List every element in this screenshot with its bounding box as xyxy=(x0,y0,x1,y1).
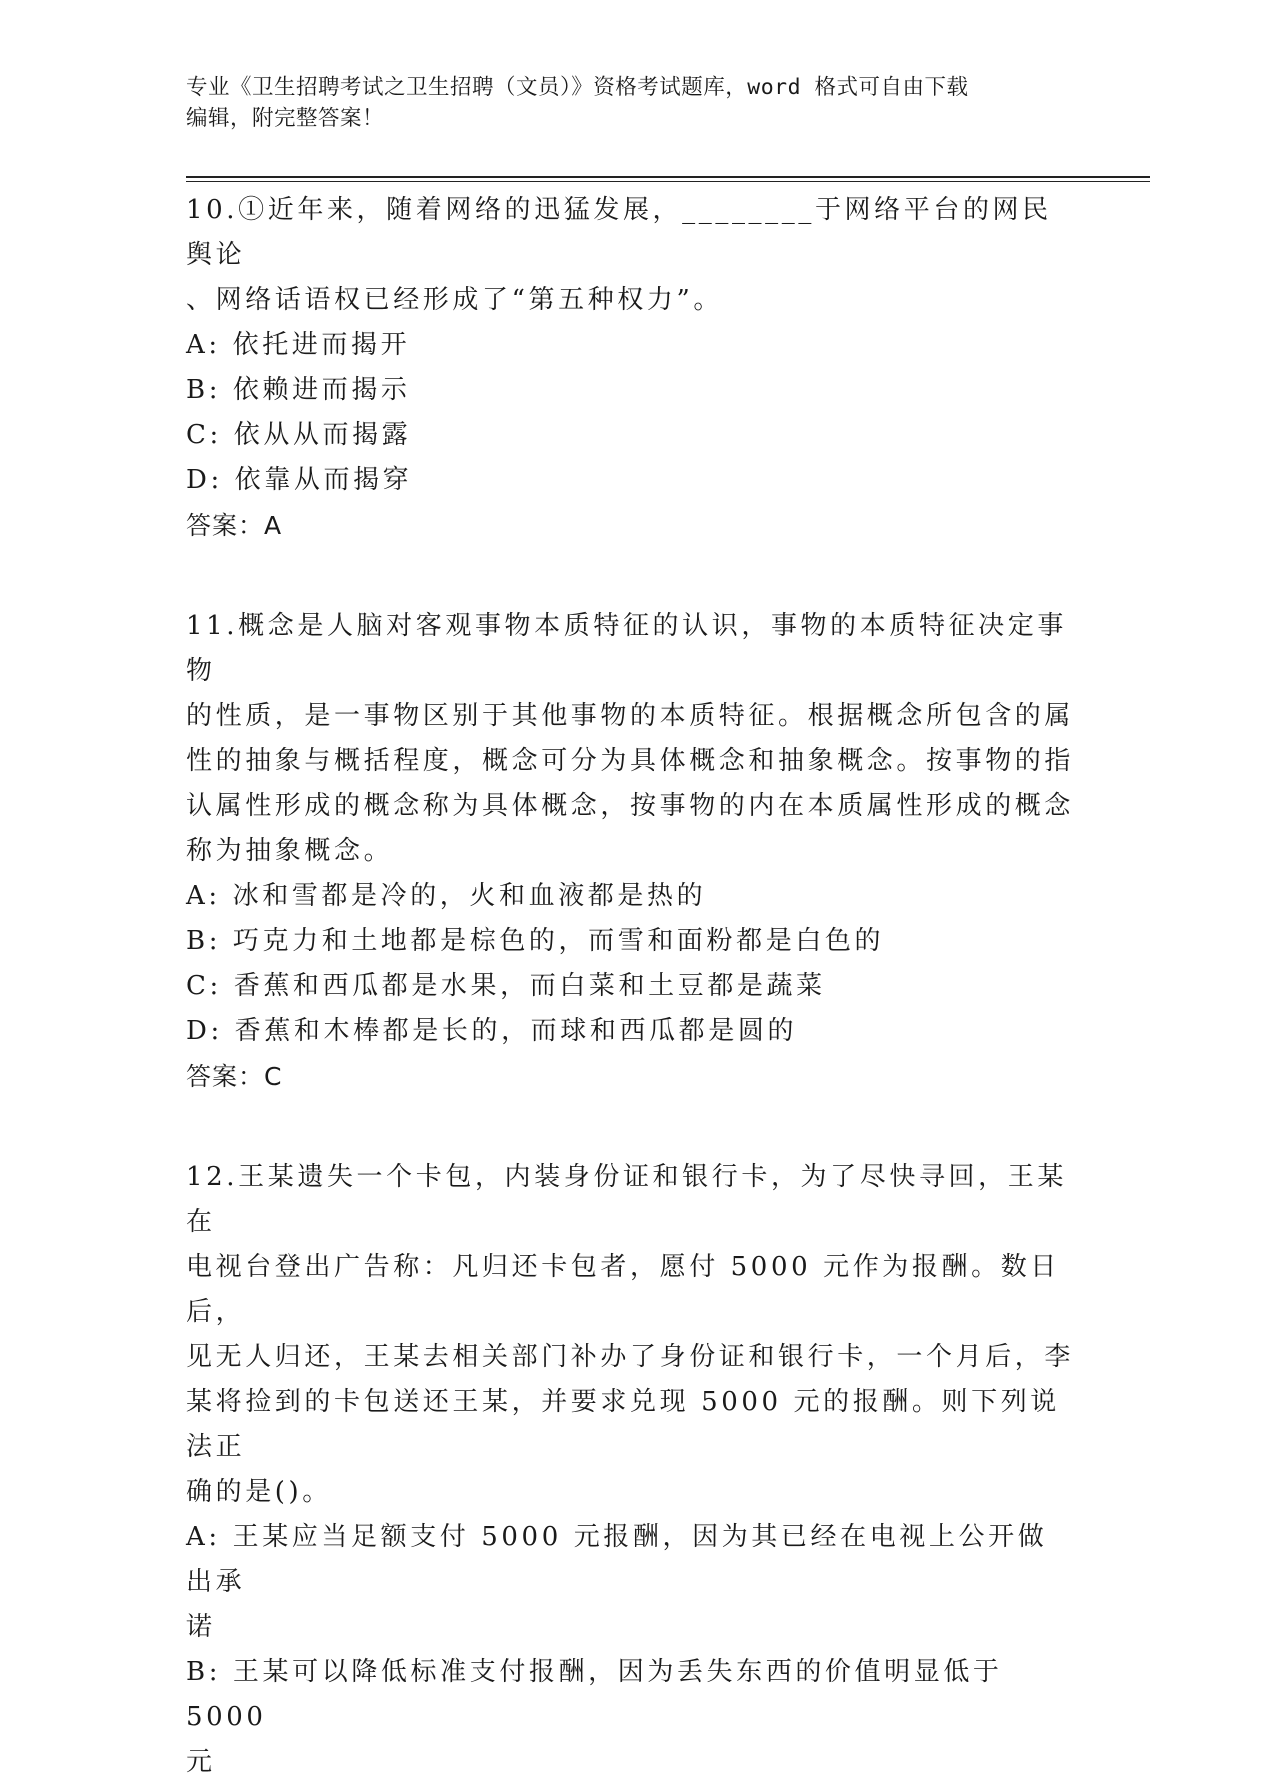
question-list xyxy=(186,188,1076,1785)
option-c: C: 依从从而揭露 xyxy=(186,420,412,450)
question-text-line: 10.①近年来，随着网络的迅猛发展，________于网络平台的网民舆论 xyxy=(186,195,1052,270)
question-10 xyxy=(186,188,1076,548)
question-11 xyxy=(186,604,1076,1099)
question-text-line: 的性质，是一事物区别于其他事物的本质特征。根据概念所包含的属 xyxy=(186,701,1075,731)
question-text-line: 确的是()。 xyxy=(186,1477,332,1507)
option-d: D: 香蕉和木棒都是长的，而球和西瓜都是圆的 xyxy=(186,1016,798,1046)
answer-line: 答案：A xyxy=(186,511,283,540)
question-12 xyxy=(186,1155,1076,1785)
question-text-line: 性的抽象与概括程度，概念可分为具体概念和抽象概念。按事物的指 xyxy=(186,746,1075,776)
question-text-line: 见无人归还，王某去相关部门补办了身份证和银行卡，一个月后，李 xyxy=(186,1342,1075,1372)
question-text-line: 某将捡到的卡包送还王某，并要求兑现 5000 元的报酬。则下列说法正 xyxy=(186,1387,1060,1462)
answer-line: 答案：C xyxy=(186,1062,283,1091)
document-header xyxy=(186,72,1066,134)
option-a: A: 依托进而揭开 xyxy=(186,330,411,360)
header-line-2: 编辑，附完整答案！ xyxy=(186,106,385,131)
header-line-1: 专业《卫生招聘考试之卫生招聘（文员）》资格考试题库，word 格式可自由下载 xyxy=(186,75,969,100)
question-text-line: 电视台登出广告称：凡归还卡包者，愿付 5000 元作为报酬。数日后， xyxy=(186,1252,1060,1327)
option-a: A: 冰和雪都是冷的，火和血液都是热的 xyxy=(186,881,707,911)
question-text-line: 称为抽象概念。 xyxy=(186,836,394,866)
option-c: C: 香蕉和西瓜都是水果，而白菜和土豆都是蔬菜 xyxy=(186,971,826,1001)
option-a-continued: 诺 xyxy=(186,1612,216,1642)
question-spacer xyxy=(186,1099,1076,1155)
question-text-line: 认属性形成的概念称为具体概念，按事物的内在本质属性形成的概念 xyxy=(186,791,1075,821)
question-spacer xyxy=(186,548,1076,604)
header-divider-thick xyxy=(186,176,1150,178)
option-a: A: 王某应当足额支付 5000 元报酬，因为其已经在电视上公开做出承 xyxy=(186,1522,1048,1597)
option-d: D: 依靠从而揭穿 xyxy=(186,465,413,495)
question-text-line: 、网络话语权已经形成了“第五种权力”。 xyxy=(186,285,723,315)
question-text-line: 12.王某遗失一个卡包，内装身份证和银行卡，为了尽快寻回，王某在 xyxy=(186,1162,1067,1237)
option-b-continued: 元 xyxy=(186,1747,216,1777)
question-text-line: 11.概念是人脑对客观事物本质特征的认识，事物的本质特征决定事物 xyxy=(186,611,1067,686)
option-b: B: 依赖进而揭示 xyxy=(186,375,411,405)
option-b: B: 王某可以降低标准支付报酬，因为丢失东西的价值明显低于 5000 xyxy=(186,1657,1003,1732)
option-b: B: 巧克力和土地都是棕色的，而雪和面粉都是白色的 xyxy=(186,926,885,956)
header-divider-thin xyxy=(186,181,1150,182)
